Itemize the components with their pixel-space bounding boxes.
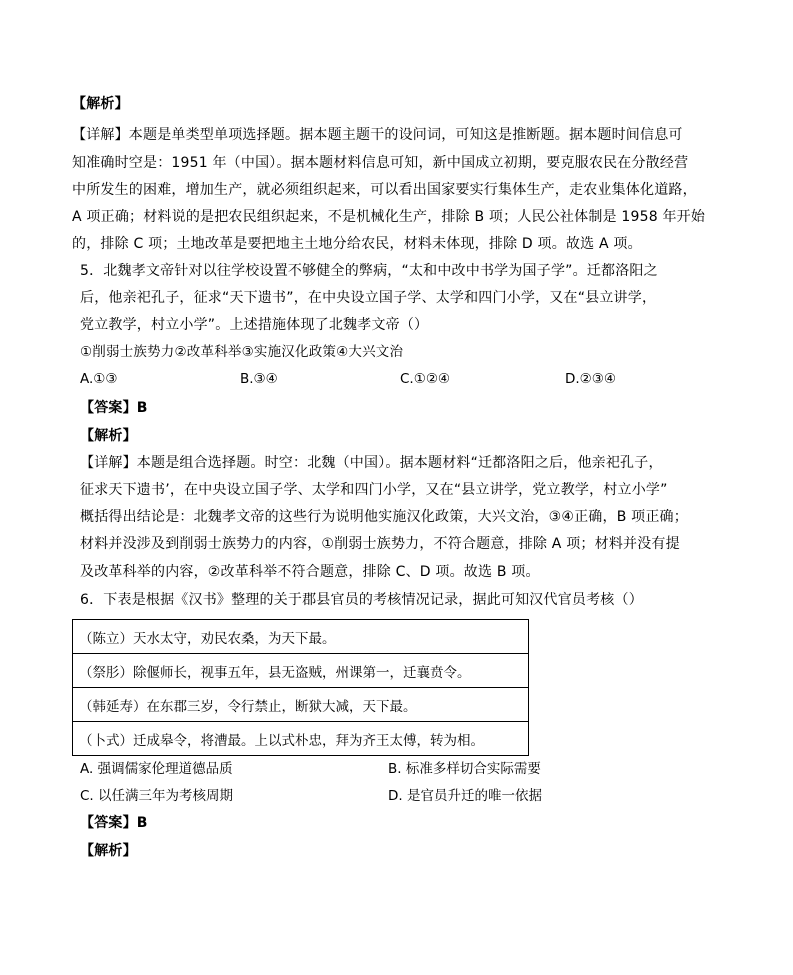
- q6-analysis-label: 【解析】: [80, 843, 137, 859]
- table-cell: （卜式）迁成皋令，将漕最。上以式朴忠，拜为齐王太傅，转为相。: [73, 722, 529, 756]
- table-cell: （陈立）天水太守，劝民农桑，为天下最。: [73, 620, 529, 654]
- q5-option-d: D.②③④: [565, 371, 616, 387]
- q5-stem-line: 5．北魏孝文帝针对以往学校设置不够健全的弊病，“太和中改中书学为国子学”。迁都洛阳之: [80, 263, 658, 279]
- q5-detail-line: 概括得出结论是：北魏孝文帝的这些行为说明他实施汉化政策，大兴文治，③④正确，B 项正确；: [80, 509, 688, 525]
- q6-option-a: A. 强调儒家伦理道德品质: [80, 761, 233, 777]
- q5-analysis-label: 【解析】: [80, 428, 137, 444]
- q5-answer: 【答案】B: [80, 400, 148, 416]
- q5-detail-line: 【详解】本题是组合选择题。时空：北魏（中国）。据本题材料“迁都洛阳之后，他亲祀孔子，: [80, 455, 663, 471]
- q6-option-d: D. 是官员升迁的唯一依据: [388, 788, 542, 804]
- q5-stem-line: 后，他亲祀孔子，征求“天下遗书”，在中央设立国子学、太学和四门小学，又在“县立讲学，: [80, 290, 657, 306]
- q4-detail-line: 的，排除 C 项；土地改革是要把地主土地分给农民，材料未体现，排除 D 项。故选 A 项。: [72, 236, 642, 252]
- q5-detail-line: 及改革科举的内容，②改革科举不符合题意，排除 C、D 项。故选 B 项。: [80, 564, 540, 580]
- q5-detail-line: 材料并没涉及到削弱士族势力的内容，①削弱士族势力，不符合题意，排除 A 项；材料并没有提: [80, 536, 680, 552]
- q5-statements: ①削弱士族势力②改革科举③实施汉化政策④大兴文治: [80, 344, 404, 360]
- q4-analysis-label: 【解析】: [72, 96, 129, 112]
- q5-option-b: B.③④: [240, 371, 278, 387]
- table-cell: （韩延寿）在东郡三岁，令行禁止，断狱大减，天下最。: [73, 688, 529, 722]
- q5-option-c: C.①②④: [400, 371, 451, 387]
- q6-option-c: C. 以任满三年为考核周期: [80, 788, 234, 804]
- q4-detail-line: 中所发生的困难，增加生产，就必须组织起来，可以看出国家要实行集体生产，走农业集体化道路，: [72, 182, 697, 198]
- table-cell: （祭肜）除偃师长，视事五年，县无盗贼，州课第一，迁襄贲令。: [73, 654, 529, 688]
- table-row: [73, 620, 529, 654]
- table-row: [73, 654, 529, 688]
- q5-detail-line: 征求天下遗书’，在中央设立国子学、太学和四门小学，又在“县立讲学，党立教学，村立小学”: [80, 482, 668, 498]
- q4-detail-line: 【详解】本题是单类型单项选择题。据本题主题干的设问词，可知这是推断题。据本题时间信息可: [72, 127, 683, 143]
- q6-option-b: B. 标准多样切合实际需要: [388, 761, 541, 777]
- q6-answer: 【答案】B: [80, 815, 148, 831]
- table-row: [73, 688, 529, 722]
- q5-stem-line: 党立教学，村立小学”。上述措施体现了北魏孝文帝（）: [80, 317, 429, 333]
- q6-stem: 6．下表是根据《汉书》整理的关于郡县官员的考核情况记录，据此可知汉代官员考核（）: [80, 592, 643, 608]
- q4-detail-line: A 项正确；材料说的是把农民组织起来，不是机械化生产，排除 B 项；人民公社体制是 1958 年开始: [72, 209, 706, 225]
- q4-detail-line: 知准确时空是：1951 年（中国）。据本题材料信息可知，新中国成立初期，要克服农民在分散经营: [72, 155, 689, 171]
- q6-record-table: [72, 619, 529, 756]
- table-row: [73, 722, 529, 756]
- q5-option-a: A.①③: [80, 371, 118, 387]
